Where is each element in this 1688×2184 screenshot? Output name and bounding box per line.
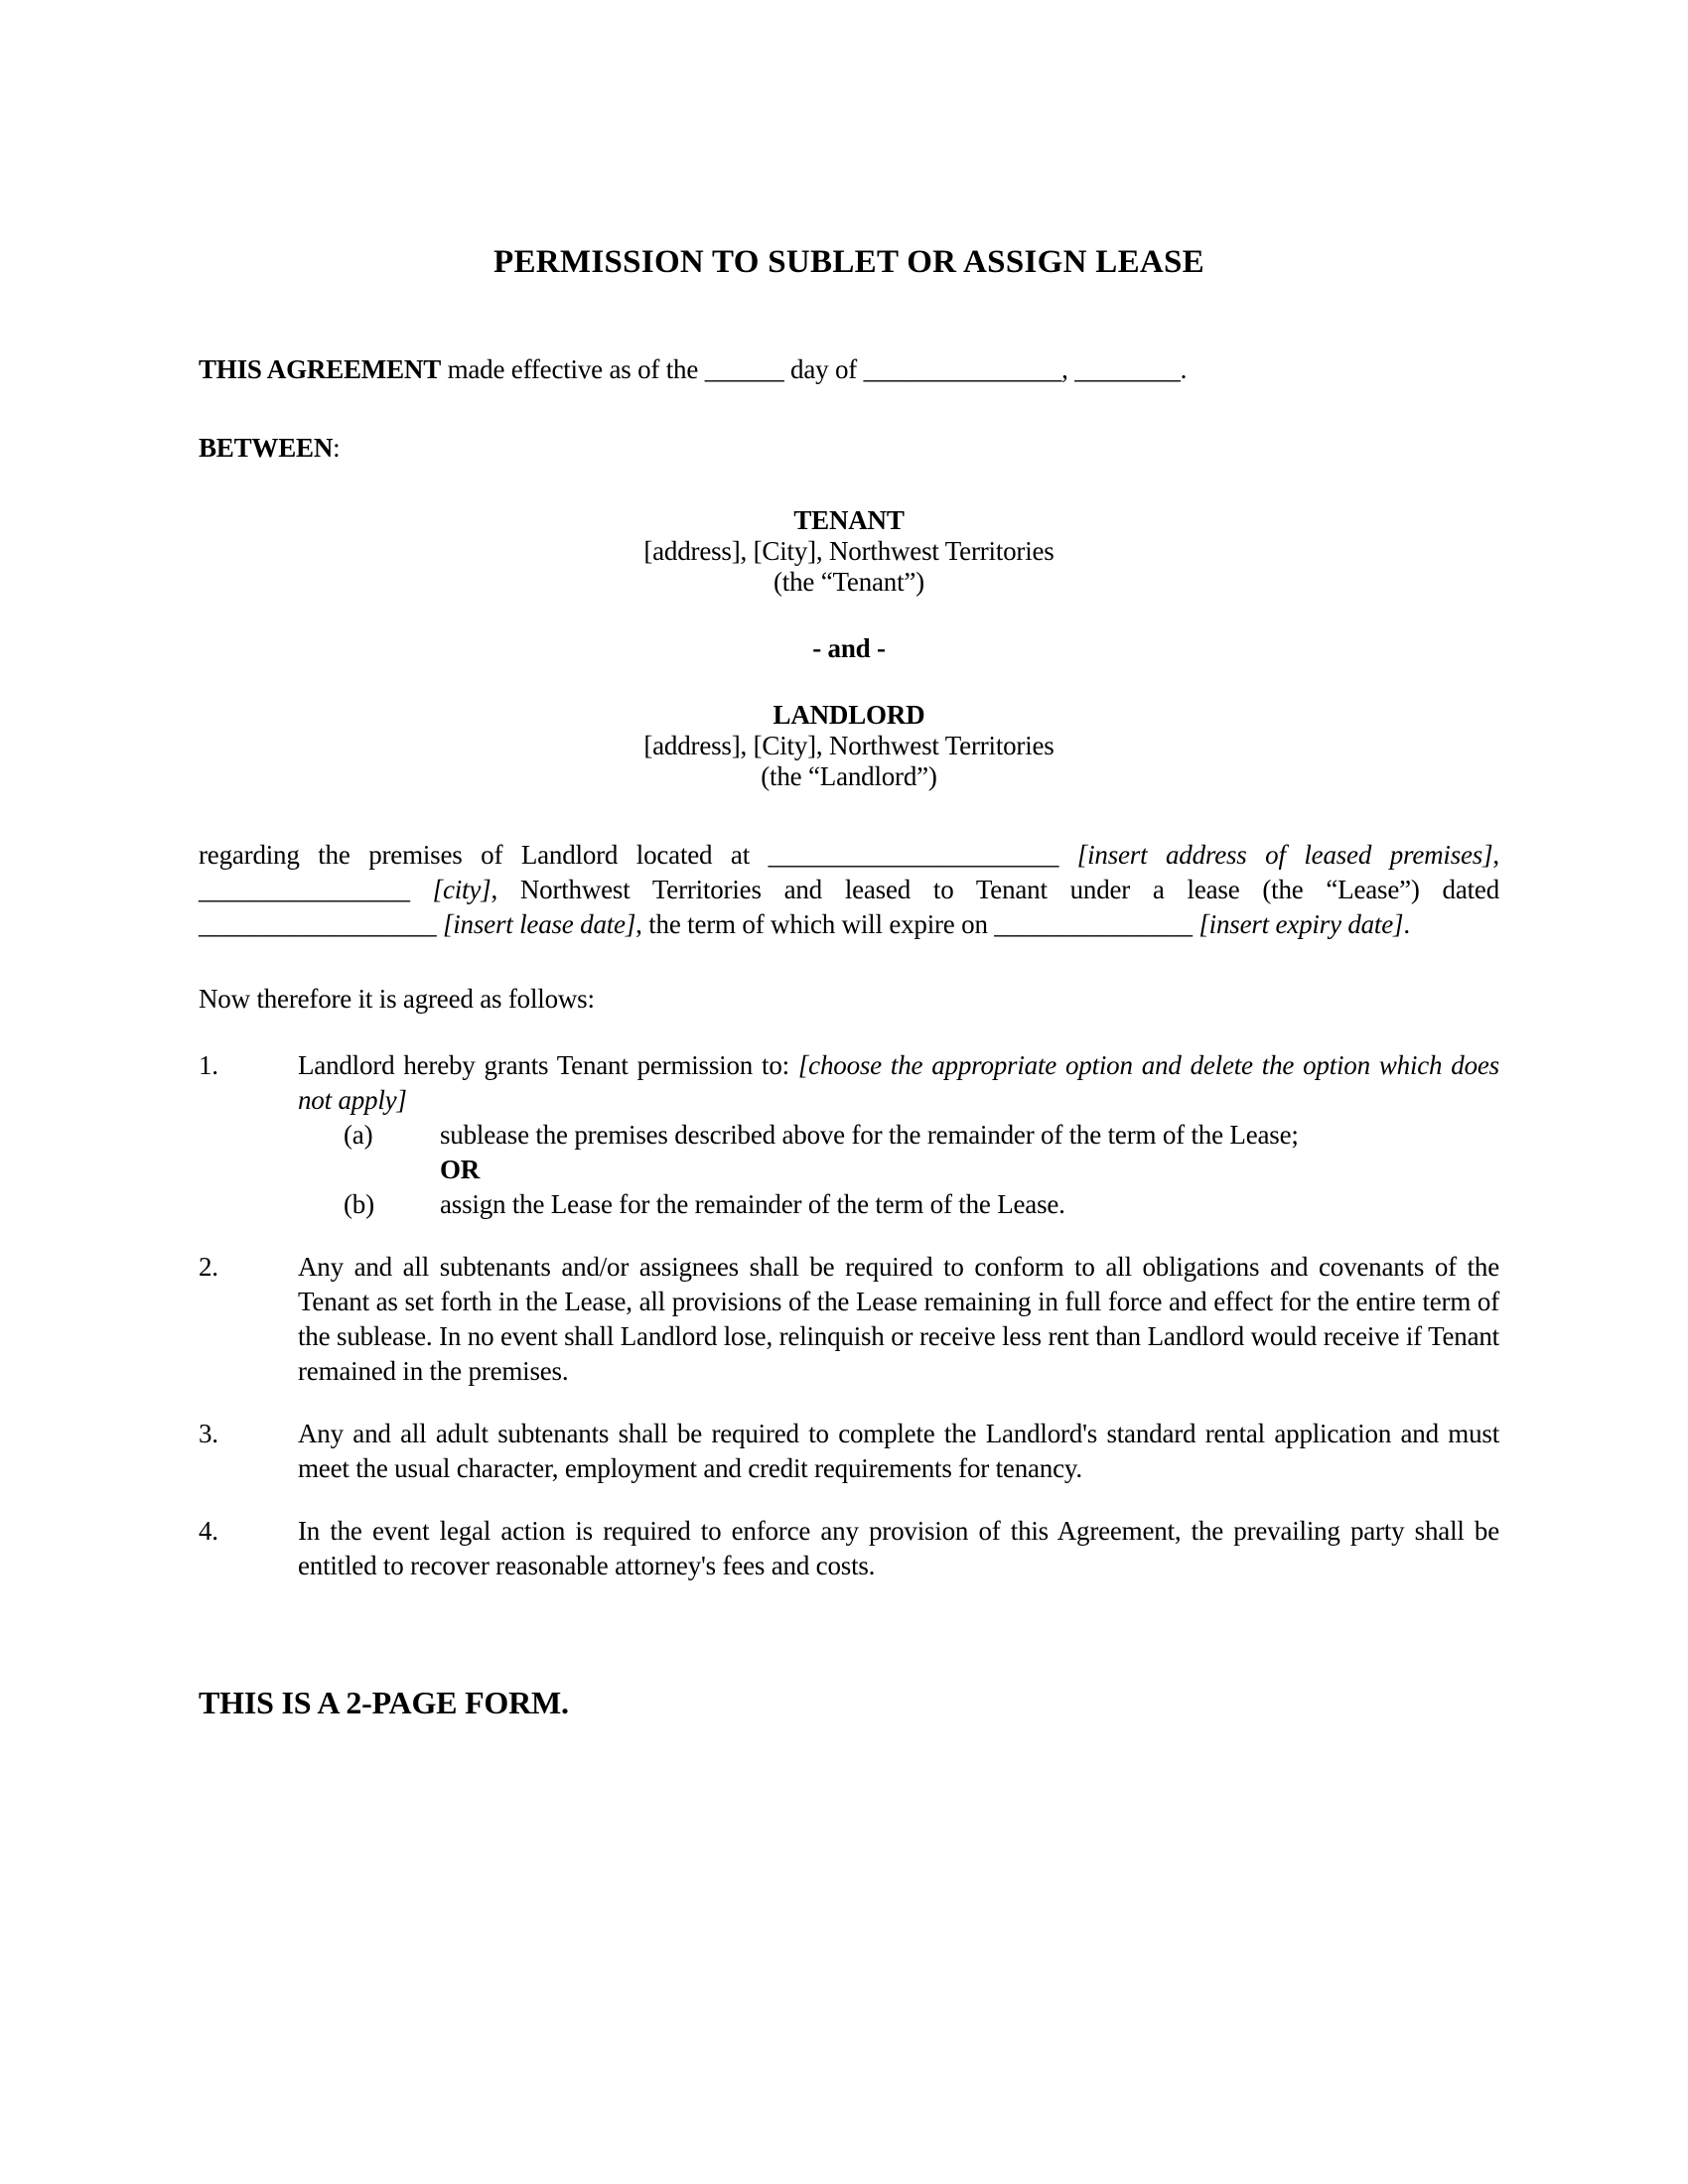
or-line-text: OR <box>440 1155 481 1184</box>
subitem-b-letter: (b) <box>344 1189 374 1219</box>
clause-1-subitem-a <box>298 1118 1499 1153</box>
clause-1-or-line <box>298 1153 1499 1187</box>
page-form-note: THIS IS A 2-PAGE FORM. <box>199 1685 569 1720</box>
document-title: PERMISSION TO SUBLET OR ASSIGN LEASE <box>493 244 1204 280</box>
agreement-lead: Now therefore it is agreed as follows: <box>199 984 595 1014</box>
agreement-intro-paragraph: THIS AGREEMENT made effective as of the ______ day of _______________, ________. <box>199 354 1188 384</box>
clause-2-number: 2. <box>199 1252 218 1282</box>
clause-2-text: Any and all subtenants and/or assignees shall be required to conform to all obligations and covenants of the Tenant as set forth in the Lease, all provisions of the Lease remaining in full force and effect for the entire term of the sublease. In no event shall Landlord lose, relinquish or receive less rent than Landlord would receive if Tenant remained in the premises. <box>298 1252 1499 1386</box>
clause-1-number: 1. <box>199 1050 218 1080</box>
clause-2 <box>199 1250 1499 1389</box>
clause-1-text: Landlord hereby grants Tenant permission to: [choose the appropriate option and delete the option which does not apply] <box>298 1050 1499 1115</box>
landlord-designation: (the “Landlord”) <box>761 761 937 791</box>
landlord-address: [address], [City], Northwest Territories <box>643 731 1055 760</box>
clause-3-text: Any and all adult subtenants shall be required to complete the Landlord's standard rental application and must meet the usual character, employment and credit requirements for tenancy. <box>298 1419 1499 1483</box>
clause-4-number: 4. <box>199 1516 218 1546</box>
clause-4-text: In the event legal action is required to enforce any provision of this Agreement, the prevailing party shall be entitled to recover reasonable attorney's fees and costs. <box>298 1516 1499 1580</box>
clause-3 <box>199 1417 1499 1486</box>
subitem-b-text: assign the Lease for the remainder of the term of the Lease. <box>440 1189 1065 1219</box>
and-separator: - and - <box>812 633 886 663</box>
clause-1 <box>199 1048 1499 1222</box>
premises-clause-paragraph: regarding the premises of Landlord located at ______________________ [insert address of leased premises], ________________ [city], Northwest Territories and leased to Tenant under a lease (the “Lease”) dated __________________ [insert lease date], the term of which will expire on _______________ [insert expiry date]. <box>199 840 1499 939</box>
document-content <box>199 241 1499 1722</box>
subitem-a-letter: (a) <box>344 1120 373 1150</box>
clause-4 <box>199 1514 1499 1583</box>
clause-3-number: 3. <box>199 1419 218 1448</box>
landlord-name: LANDLORD <box>773 700 925 730</box>
or-line-letter <box>344 1153 440 1187</box>
tenant-designation: (the “Tenant”) <box>774 567 924 597</box>
tenant-name: TENANT <box>793 505 905 535</box>
between-label: BETWEEN: <box>199 433 341 463</box>
clause-1-subitem-b <box>298 1187 1499 1222</box>
tenant-block <box>199 505 1499 598</box>
tenant-address: [address], [City], Northwest Territories <box>643 536 1055 566</box>
landlord-block <box>199 700 1499 792</box>
subitem-a-text: sublease the premises described above for the remainder of the term of the Lease; <box>440 1120 1299 1150</box>
